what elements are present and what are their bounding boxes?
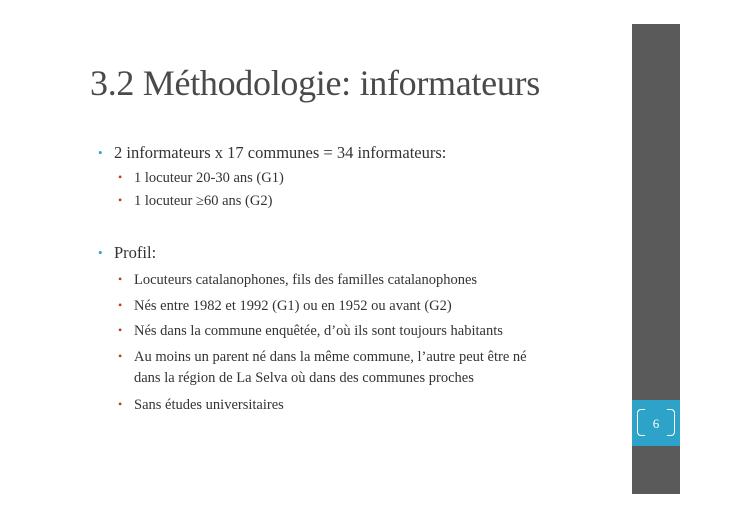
sub-bullet-text: Locuteurs catalanophones, fils des familles catalanophones (134, 272, 478, 288)
bullet-text: 2 informateurs x 17 communes = 34 informateurs: (114, 143, 447, 162)
sub-bullet-dot-icon: • (118, 349, 123, 363)
sub-bullet-dot-icon: • (118, 323, 123, 337)
bullet-dot-icon: • (98, 145, 103, 160)
right-bracket-icon (667, 409, 675, 436)
sub-bullet-text: 1 locuteur ≥60 ans (G2) (134, 193, 273, 209)
sub-bullet-text: 1 locuteur 20-30 ans (G1) (134, 170, 284, 186)
page-number: 6 (652, 416, 660, 431)
page-number-box (632, 400, 680, 446)
sub-bullet-dot-icon: • (118, 193, 123, 207)
sub-bullet-dot-icon: • (118, 170, 123, 184)
sub-bullet-text: Nés entre 1982 et 1992 (G1) ou en 1952 ou avant (G2) (134, 298, 452, 314)
bullet-dot-icon: • (98, 245, 103, 260)
slide-title: 3.2 Méthodologie: informateurs (90, 63, 540, 103)
sub-bullet-dot-icon: • (118, 298, 123, 312)
bullet-text: Profil: (114, 243, 157, 262)
sub-bullet-text: Nés dans la commune enquêtée, d’où ils sont toujours habitants (134, 323, 503, 339)
sub-bullet-text: Sans études universitaires (134, 397, 284, 413)
sub-bullet-dot-icon: • (118, 272, 123, 286)
sub-bullet-text: dans la région de La Selva où dans des communes proches (134, 370, 474, 386)
sub-bullet-dot-icon: • (118, 397, 123, 411)
sub-bullet-text: Au moins un parent né dans la même commune, l’autre peut être né (134, 349, 527, 365)
